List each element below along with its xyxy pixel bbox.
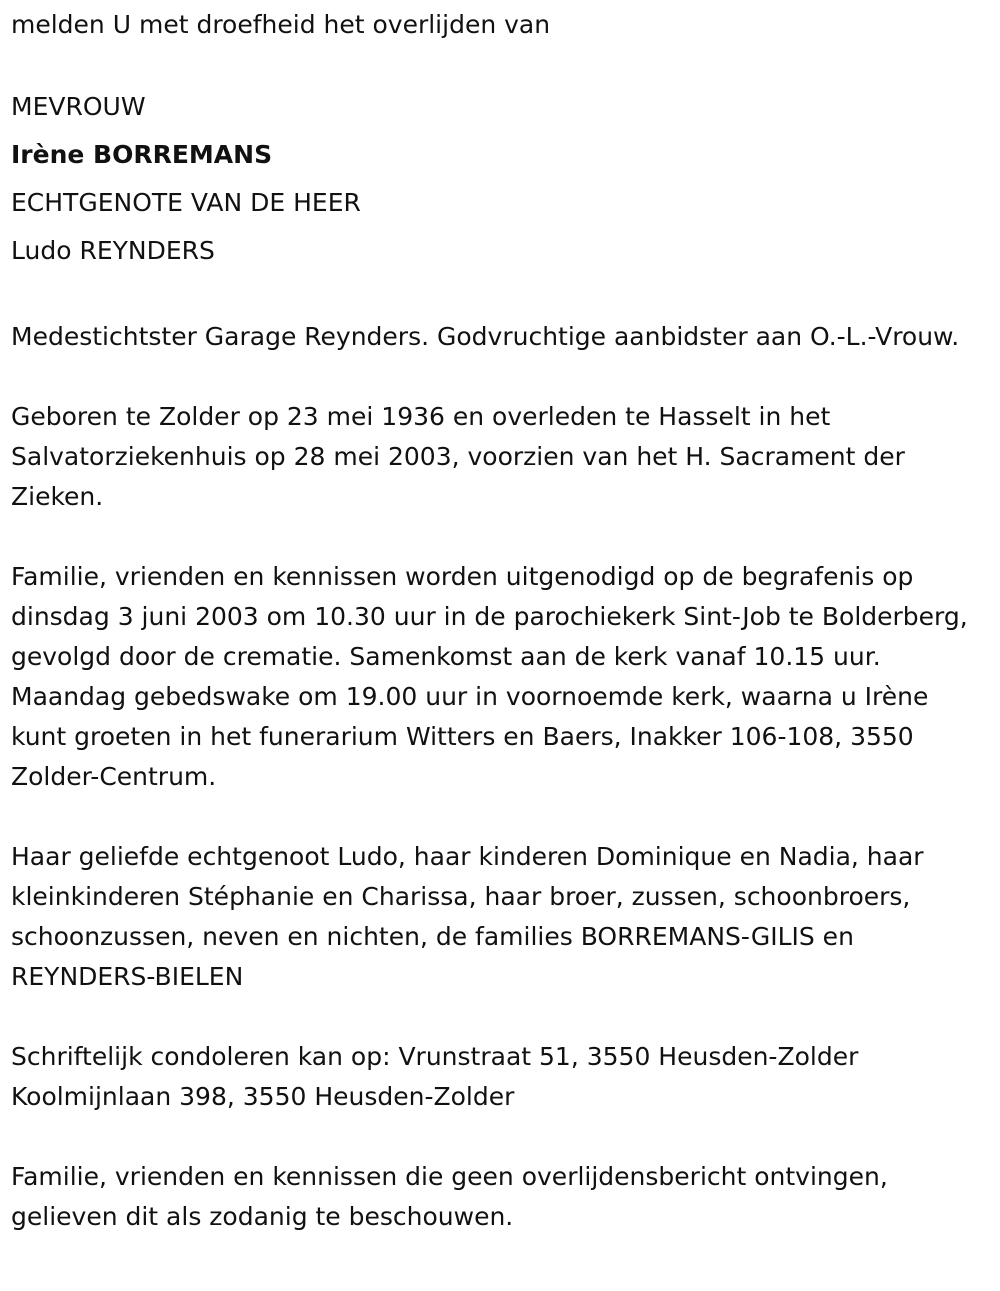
spouse-name: Ludo REYNDERS xyxy=(11,236,215,265)
deceased-name: Irène BORREMANS xyxy=(11,140,273,169)
funeral-paragraph: Familie, vrienden en kennissen worden uitgenodigd op de begrafenis op dinsdag 3 juni 2003 om 10.30 uur in de parochiekerk Sint-Job te Bolderberg, gevolgd door de crematie. Samenkomst aan de kerk vanaf 10.15 uur. Maandag gebedswake om 19.00 uur in voornoemde kerk, waarna u Irène kunt groeten in het funerarium Witters en Baers, Inakker 106-108, 3550 Zolder-Centrum. xyxy=(11,562,968,791)
birth-death-paragraph: Geboren te Zolder op 23 mei 1936 en overleden te Hasselt in het Salvatorziekenhuis op 28 mei 2003, voorzien van het H. Sacrament der Zieken. xyxy=(11,402,905,511)
condolence-block xyxy=(11,1037,990,1117)
family-paragraph: Haar geliefde echtgenoot Ludo, haar kinderen Dominique en Nadia, haar kleinkinderen Stéphanie en Charissa, haar broer, zussen, schoonbroers, schoonzussen, neven en nichten, de families BORREMANS-GILIS en REYNDERS-BIELEN xyxy=(11,842,924,991)
intro-text: melden U met droefheid het overlijden van xyxy=(11,10,551,39)
condolence-address-2: Koolmijnlaan 398, 3550 Heusden-Zolder xyxy=(11,1082,515,1111)
title-prefix: MEVROUW xyxy=(11,92,146,121)
condolence-address-1: Schriftelijk condoleren kan op: Vrunstraat 51, 3550 Heusden-Zolder xyxy=(11,1042,859,1071)
closing-paragraph: Familie, vrienden en kennissen die geen overlijdensbericht ontvingen, gelieven dit als zodanig te beschouwen. xyxy=(11,1162,888,1231)
role-paragraph: Medestichtster Garage Reynders. Godvruchtige aanbidster aan O.-L.-Vrouw. xyxy=(11,322,960,351)
spouse-relation: ECHTGENOTE VAN DE HEER xyxy=(11,188,361,217)
obituary-notice xyxy=(0,5,1000,1291)
deceased-header xyxy=(11,83,990,275)
